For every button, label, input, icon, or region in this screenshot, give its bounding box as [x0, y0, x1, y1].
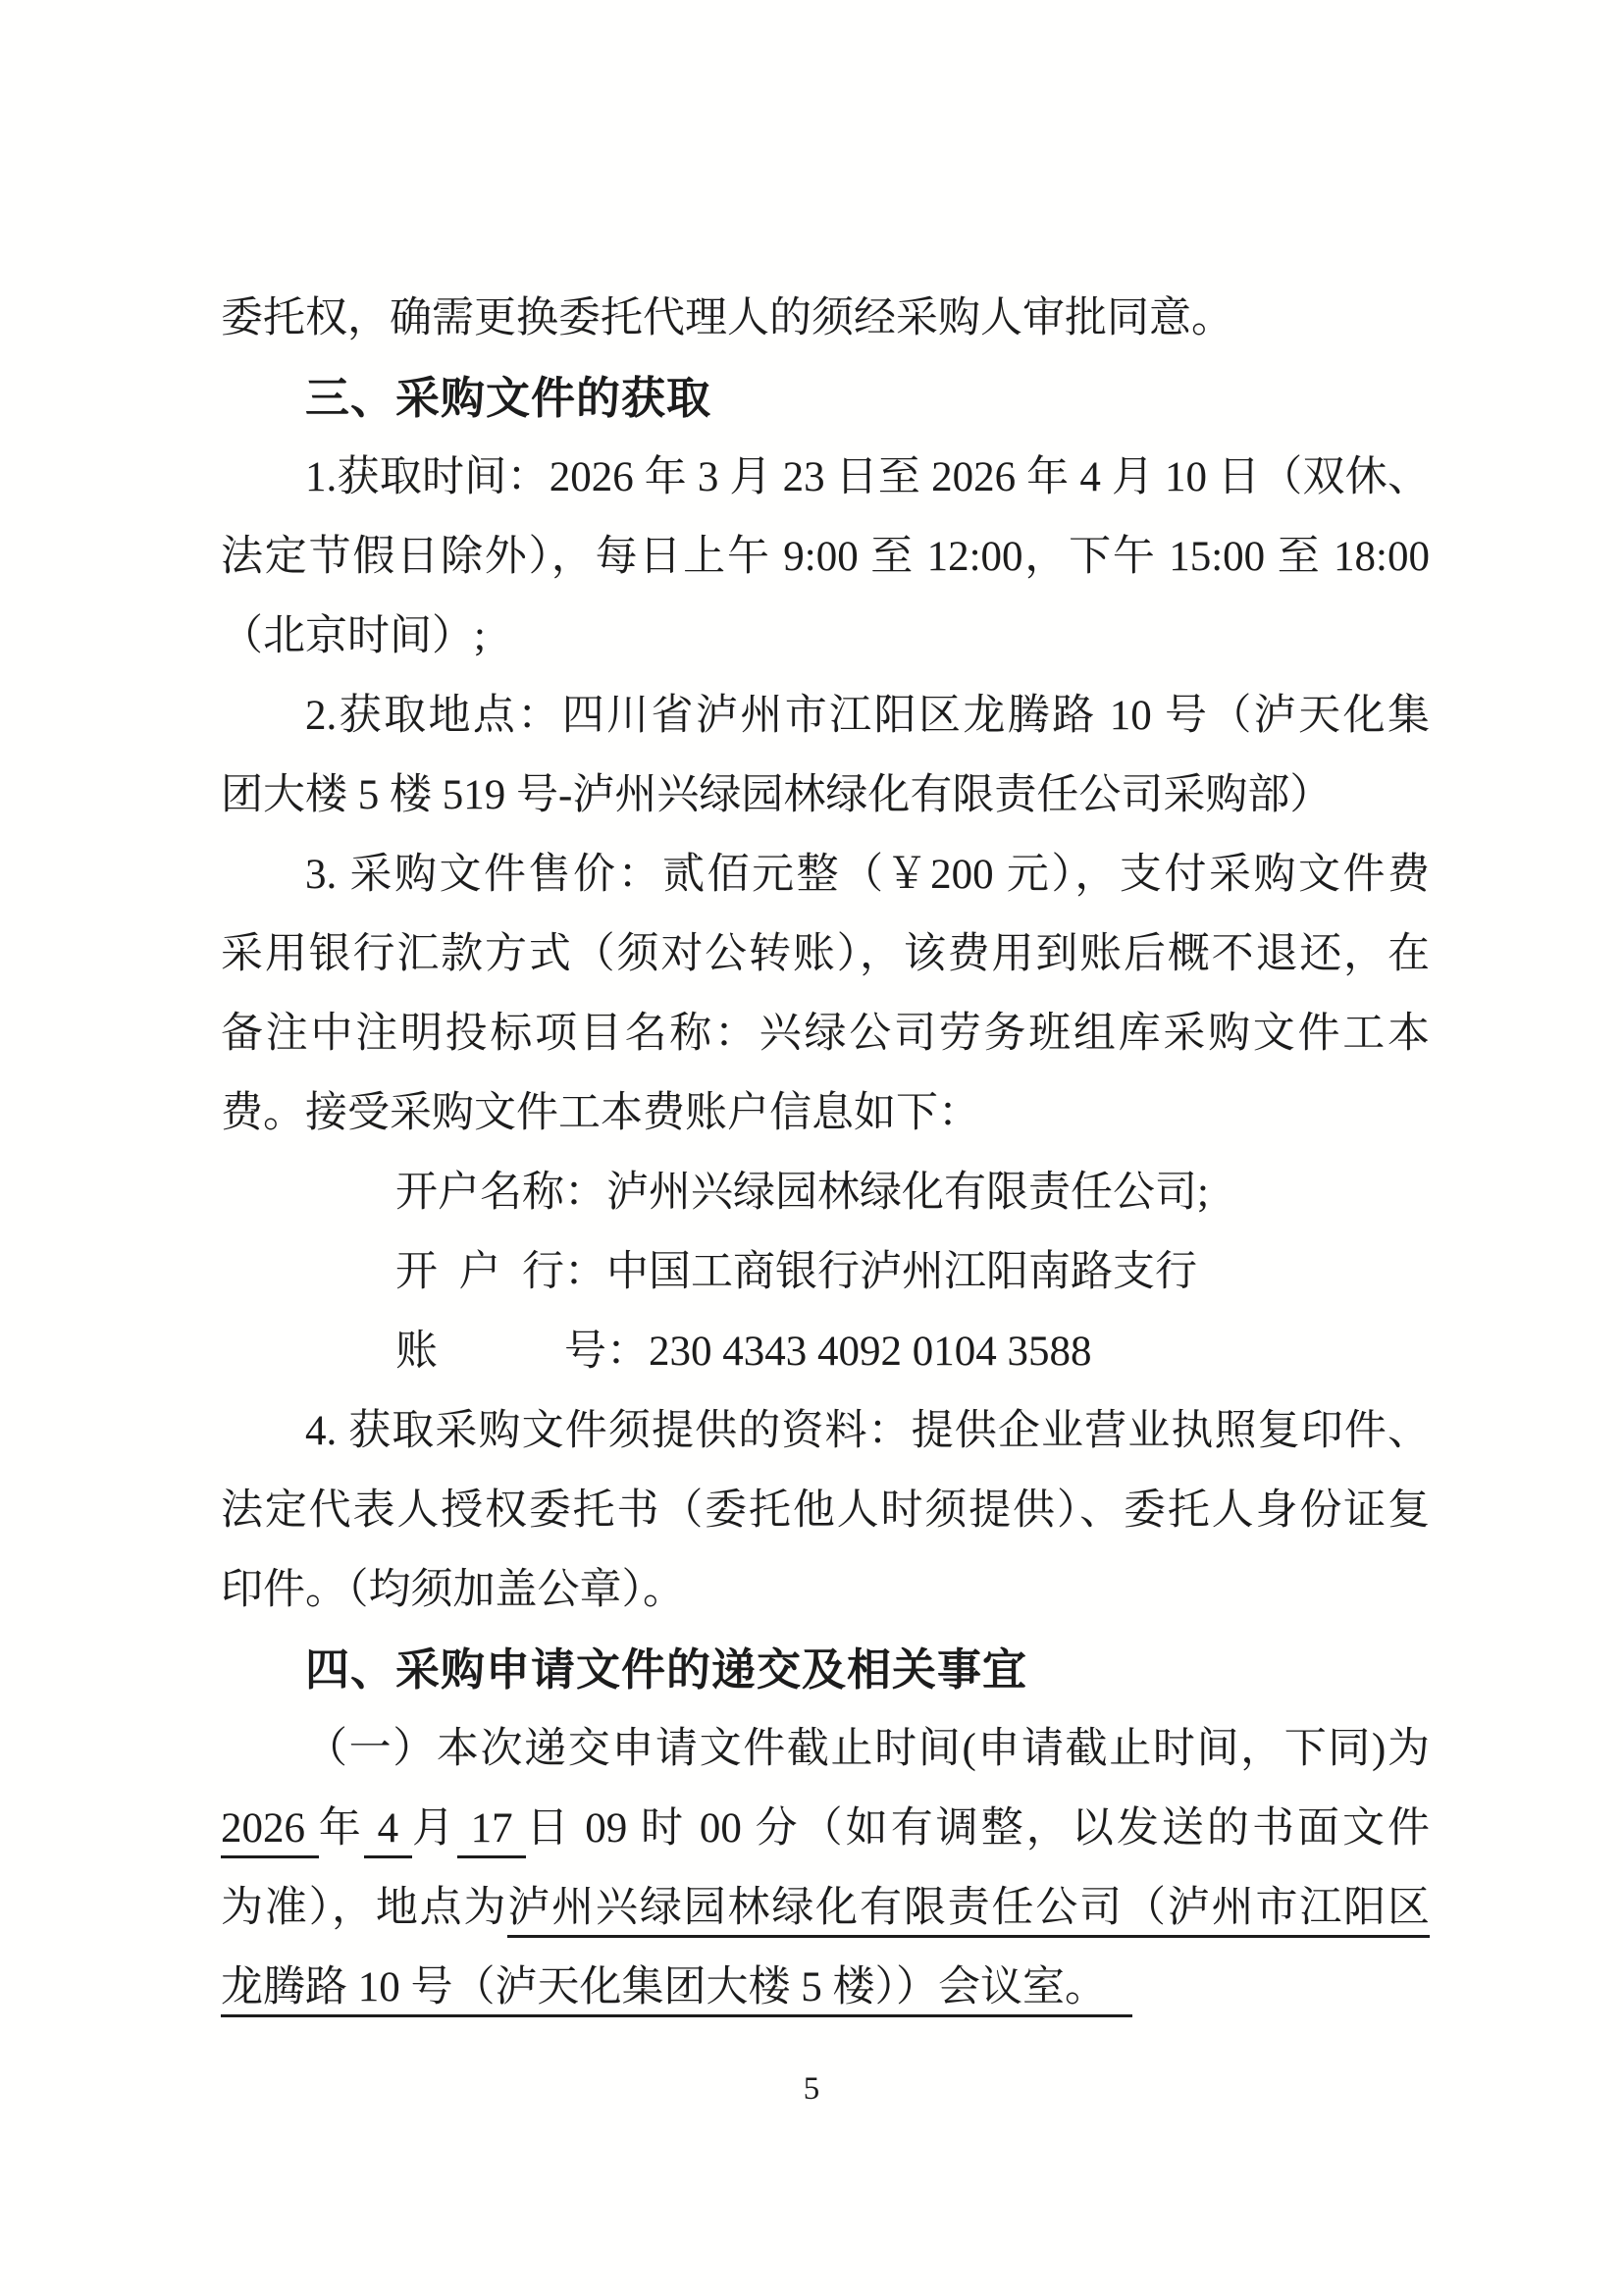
line-doc-price-4: 费。接受采购文件工本费账户信息如下：	[221, 1090, 980, 1136]
line-account-number: 账 号：230 4343 4092 0104 3588	[395, 1329, 1092, 1375]
line-acquire-time-2: 法定节假日除外），每日上午 9:00 至 12:00，下午 15:00 至 18:00	[221, 534, 1430, 580]
submission-address-underlined: 龙腾路 10 号（泸天化集团大楼 5 楼））会议室。	[221, 1964, 1132, 2017]
deadline-month-unit: 月	[411, 1805, 457, 1852]
line-submission-place-1	[221, 1868, 1430, 1948]
line-required-docs-3: 印件。（均须加盖公章）。	[221, 1567, 685, 1613]
line-account-bank: 开 户 行：中国工商银行泸州江阳南路支行	[395, 1249, 1197, 1295]
line-submission-1: （一）本次递交申请文件截止时间(申请截止时间，下同)为	[305, 1726, 1430, 1772]
submission-place-plain: 为准），地点为	[221, 1885, 508, 1931]
deadline-day-value: 17	[457, 1805, 527, 1858]
section-four-heading: 四、采购申请文件的递交及相关事宜	[305, 1644, 1028, 1695]
line-submission-place-2	[221, 1948, 1430, 2027]
line-required-docs-1: 4. 获取采购文件须提供的资料：提供企业营业执照复印件、	[305, 1408, 1430, 1454]
line-submission-deadline	[221, 1789, 1430, 1868]
line-doc-price-2: 采用银行汇款方式（须对公转账），该费用到账后概不退还，在	[221, 931, 1430, 977]
section-three-heading: 三、采购文件的获取	[305, 373, 712, 423]
line-required-docs-2: 法定代表人授权委托书（委托他人时须提供）、委托人身份证复	[221, 1487, 1430, 1534]
deadline-year-unit: 年	[318, 1805, 364, 1852]
line-doc-price-3: 备注中注明投标项目名称：兴绿公司劳务班组库采购文件工本	[221, 1011, 1430, 1057]
deadline-year-value: 2026	[221, 1805, 319, 1858]
line-doc-price-1: 3. 采购文件售价：贰佰元整（￥200 元），支付采购文件费	[305, 852, 1430, 898]
document-body	[221, 279, 1430, 2027]
line-acquire-time-1: 1.获取时间：2026 年 3 月 23 日至 2026 年 4 月 10 日（双休、	[305, 454, 1430, 500]
line-acquire-time-3: （北京时间）;	[221, 613, 486, 659]
submission-place-underlined: 泸州兴绿园林绿化有限责任公司（泸州市江阳区	[507, 1885, 1430, 1938]
line-acquire-place-1: 2.获取地点：四川省泸州市江阳区龙腾路 10 号（泸天化集	[305, 693, 1430, 739]
deadline-rest-text: 日 09 时 00 分（如有调整，以发送的书面文件	[526, 1805, 1431, 1852]
deadline-month-value: 4	[364, 1805, 412, 1858]
line-acquire-place-2: 团大楼 5 楼 519 号-泸州兴绿园林绿化有限责任公司采购部）	[221, 772, 1333, 818]
page-number: 5	[803, 2071, 820, 2107]
line-continuation: 委托权，确需更换委托代理人的须经采购人审批同意。	[221, 295, 1233, 341]
line-account-name: 开户名称：泸州兴绿园林绿化有限责任公司;	[395, 1170, 1209, 1216]
